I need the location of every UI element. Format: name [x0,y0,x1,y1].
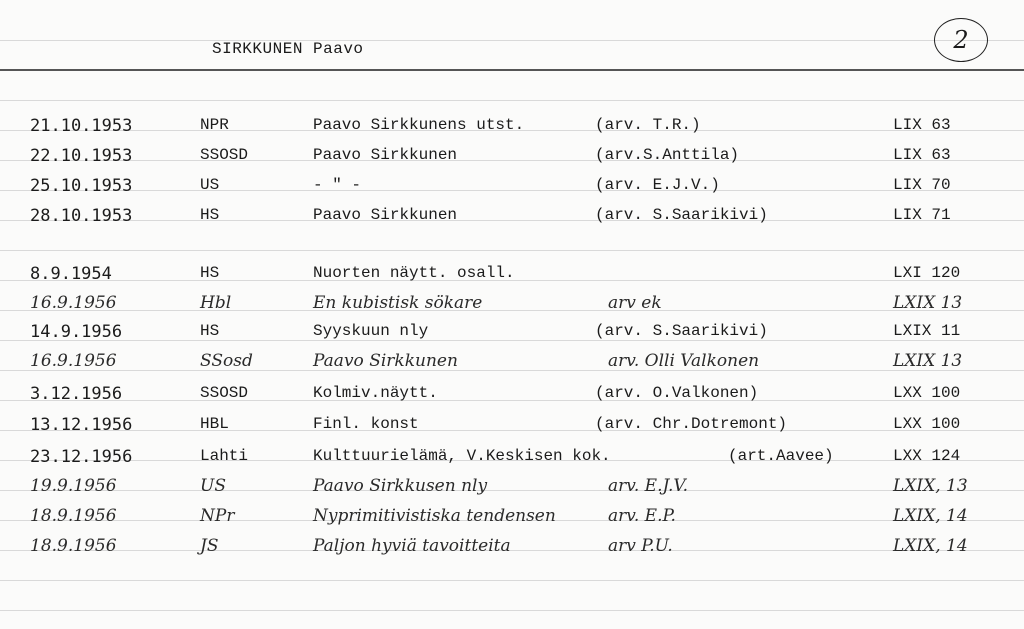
entry-date: 23.12.1956 [30,447,133,467]
entry-reviewer: (arv.S.Anttila) [595,146,740,164]
entry-row [0,140,1024,170]
entry-ref: LXIX 13 [893,293,963,313]
entry-title: Kolmiv.näytt. [313,384,438,402]
entry-row [0,530,1024,560]
entry-paper: JS [200,536,219,556]
entry-row [0,110,1024,140]
card-number: 2 [934,18,988,62]
entry-title: Nyprimitivistiska tendensen [313,506,556,526]
entry-date: 13.12.1956 [30,415,133,435]
entry-title: Paavo Sirkkunen [313,146,458,164]
entry-paper: NPR [200,116,229,134]
entry-ref: LXIX 11 [893,322,961,340]
entry-paper: Hbl [200,293,232,313]
entry-title: Paavo Sirkkunen [313,206,458,224]
entry-row [0,470,1024,500]
entry-ref: LXIX, 14 [893,536,968,556]
entry-reviewer: (arv. T.R.) [595,116,701,134]
entry-paper: SSOSD [200,146,249,164]
entry-date: 16.9.1956 [30,293,117,313]
entry-title: Kulttuurielämä, V.Keskisen kok. [313,447,611,465]
entry-date: 16.9.1956 [30,351,117,371]
entry-paper: HS [200,206,220,224]
entry-paper: HS [200,322,220,340]
entry-paper: SSosd [200,351,253,371]
entry-row [0,378,1024,408]
entry-row [0,409,1024,439]
entry-paper: HS [200,264,220,282]
entry-row [0,441,1024,471]
entry-row [0,500,1024,530]
entry-ref: LXX 100 [893,384,961,402]
entry-reviewer: (arv. E.J.V.) [595,176,720,194]
entry-title: Paavo Sirkkunen [313,351,458,371]
entry-date: 3.12.1956 [30,384,123,404]
entry-paper: Lahti [200,447,249,465]
entry-title: En kubistisk sökare [313,293,483,313]
entry-ref: LIX 71 [893,206,951,224]
entry-date: 21.10.1953 [30,116,133,136]
entry-reviewer: arv. E.J.V. [608,476,689,496]
entry-date: 19.9.1956 [30,476,117,496]
entry-row [0,316,1024,346]
entry-ref: LIX 63 [893,116,951,134]
entry-date: 28.10.1953 [30,206,133,226]
entry-date: 18.9.1956 [30,506,117,526]
entry-reviewer: (art.Aavee) [728,447,834,465]
entry-title: - " - [313,176,362,194]
entry-paper: NPr [200,506,235,526]
entry-reviewer: arv. Olli Valkonen [608,351,760,371]
card-name: SIRKKUNEN Paavo [212,40,364,58]
entry-ref: LIX 70 [893,176,951,194]
entry-ref: LIX 63 [893,146,951,164]
entry-reviewer: (arv. Chr.Dotremont) [595,415,788,433]
entry-date: 8.9.1954 [30,264,112,284]
entry-ref: LXIX, 13 [893,476,968,496]
entry-ref: LXIX, 14 [893,506,968,526]
entry-paper: US [200,476,226,496]
entry-date: 22.10.1953 [30,146,133,166]
entry-ref: LXIX 13 [893,351,963,371]
entry-row [0,258,1024,288]
entry-reviewer: arv P.U. [608,536,673,556]
entry-title: Nuorten näytt. osall. [313,264,515,282]
header-rule [0,69,1024,71]
entry-row [0,345,1024,375]
entry-date: 25.10.1953 [30,176,133,196]
entry-paper: HBL [200,415,229,433]
entry-title: Paavo Sirkkusen nly [313,476,488,496]
entry-row [0,170,1024,200]
entry-ref: LXX 124 [893,447,961,465]
entry-reviewer: (arv. O.Valkonen) [595,384,759,402]
entry-title: Paavo Sirkkunens utst. [313,116,525,134]
entry-title: Finl. konst [313,415,419,433]
entry-title: Paljon hyviä tavoitteita [313,536,511,556]
entry-paper: SSOSD [200,384,249,402]
entry-reviewer: (arv. S.Saarikivi) [595,322,768,340]
entry-reviewer: arv. E.P. [608,506,676,526]
entry-ref: LXI 120 [893,264,961,282]
entry-reviewer: arv ek [608,293,662,313]
entry-ref: LXX 100 [893,415,961,433]
entry-date: 14.9.1956 [30,322,123,342]
entry-reviewer: (arv. S.Saarikivi) [595,206,768,224]
entry-title: Syyskuun nly [313,322,429,340]
entry-row [0,287,1024,317]
entry-row [0,200,1024,230]
entry-date: 18.9.1956 [30,536,117,556]
entry-paper: US [200,176,220,194]
